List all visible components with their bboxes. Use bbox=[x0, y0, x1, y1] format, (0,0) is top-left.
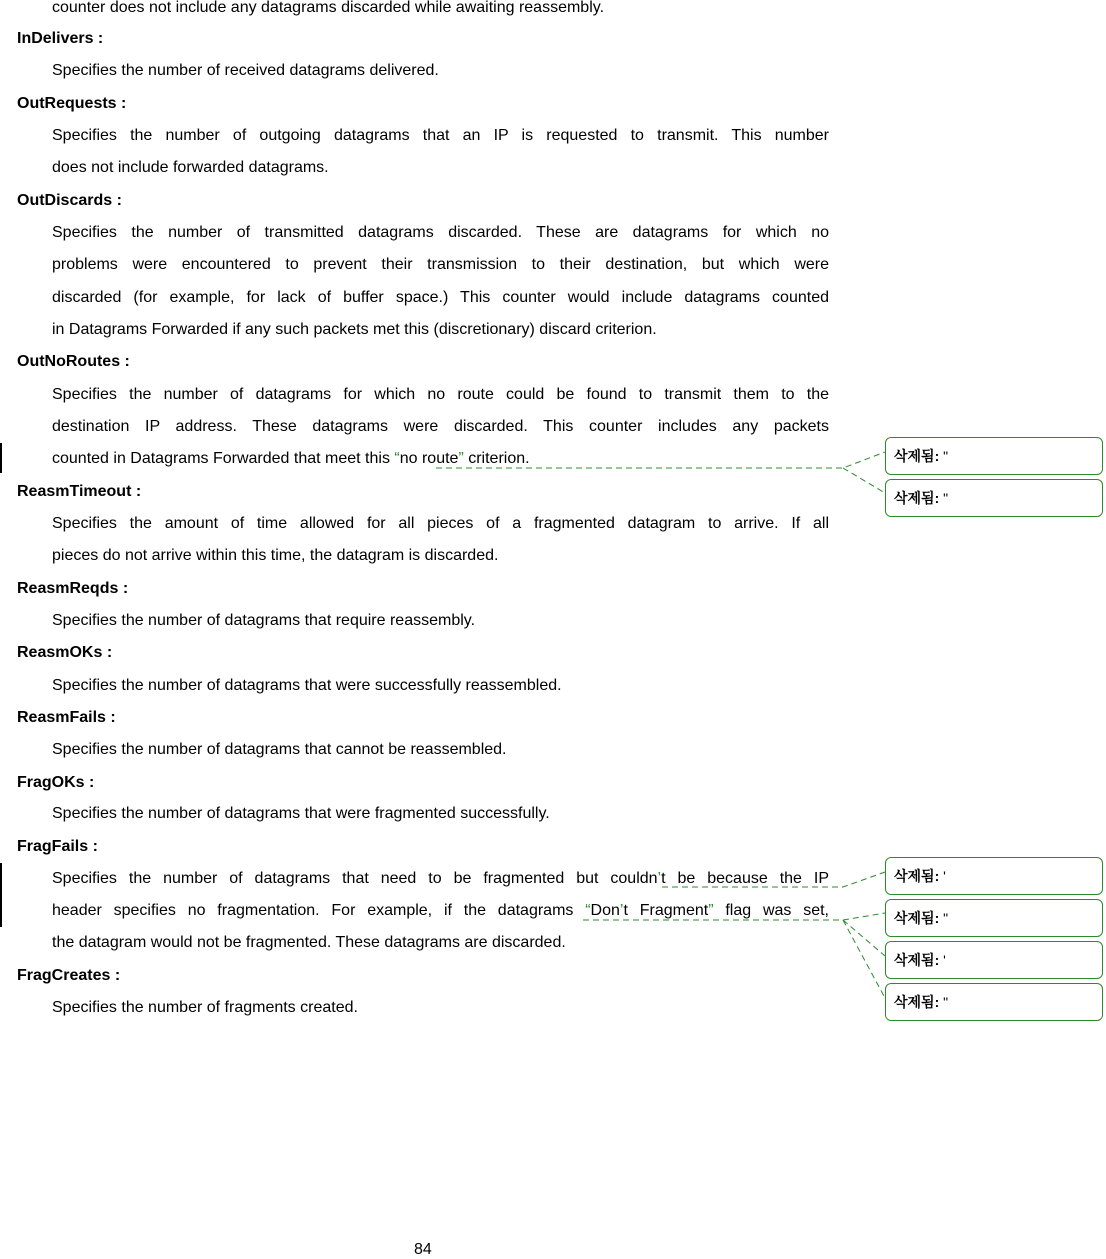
paragraph-line: Specifies the number of datagrams that require reassembly. bbox=[52, 612, 476, 629]
leader-line bbox=[843, 468, 885, 493]
deletion-balloon[interactable] bbox=[885, 941, 1103, 979]
term-reasmfails: ReasmFails : bbox=[17, 709, 116, 726]
balloon-value: " bbox=[939, 448, 949, 464]
paragraph-line: Specifies the number of fragments created. bbox=[52, 999, 358, 1016]
paragraph-line: counter does not include any datagrams discarded while awaiting reassembly. bbox=[52, 0, 605, 16]
paragraph-line: pieces do not arrive within this time, the datagram is discarded. bbox=[52, 547, 499, 564]
term-reasmreqds: ReasmReqds : bbox=[17, 580, 129, 597]
balloon-label: 삭제됨: bbox=[894, 910, 940, 926]
balloon-label: 삭제됨: bbox=[894, 448, 940, 464]
deletion-balloon[interactable] bbox=[885, 479, 1103, 517]
paragraph-line: Specifies the number of datagrams that were fragmented successfully. bbox=[52, 805, 550, 822]
balloon-label: 삭제됨: bbox=[894, 952, 940, 968]
paragraph-line: Specifies the number of received datagrams delivered. bbox=[52, 62, 439, 79]
term-outnoroutes: OutNoRoutes : bbox=[17, 353, 130, 370]
balloon-value: ' bbox=[939, 868, 946, 884]
balloon-value: " bbox=[939, 910, 949, 926]
text-run: t Fragment bbox=[623, 902, 709, 919]
tracked-insert-quote[interactable]: ’ bbox=[657, 870, 662, 887]
text-run: criterion. bbox=[463, 450, 530, 467]
paragraph-line: discarded (for example, for lack of buffer space.) This counter would include datagrams counted bbox=[52, 289, 829, 306]
balloon-label: 삭제됨: bbox=[894, 490, 940, 506]
text-run: Specifies the number of datagrams that need to be fragmented but couldn bbox=[52, 870, 658, 887]
text-run: counted in Datagrams Forwarded that meet this bbox=[52, 450, 395, 467]
deletion-balloon[interactable] bbox=[885, 983, 1103, 1021]
text-run: no route bbox=[399, 450, 459, 467]
balloon-value: " bbox=[939, 490, 949, 506]
paragraph-line: Specifies the number of datagrams for which no route could be found to transmit them to the bbox=[52, 386, 829, 403]
paragraph-line: Specifies the amount of time allowed for all pieces of a fragmented datagram to arrive. If all bbox=[52, 515, 829, 532]
paragraph-line bbox=[52, 869, 829, 889]
term-outrequests: OutRequests : bbox=[17, 95, 127, 112]
balloon-label: 삭제됨: bbox=[894, 868, 940, 884]
page-number: 84 bbox=[414, 1241, 432, 1258]
tracked-insert-quote[interactable]: ” bbox=[458, 450, 464, 467]
leader-line bbox=[843, 920, 885, 956]
paragraph-line: Specifies the number of datagrams that were successfully reassembled. bbox=[52, 677, 562, 694]
deletion-balloon[interactable] bbox=[885, 899, 1103, 937]
leader-line bbox=[843, 920, 885, 998]
text-run: header specifies no fragmentation. For example, if the datagrams bbox=[52, 902, 586, 919]
tracked-insert-quote[interactable]: “ bbox=[394, 450, 400, 467]
term-reasmoks: ReasmOKs : bbox=[17, 644, 113, 661]
paragraph-line: Specifies the number of outgoing datagrams that an IP is requested to transmit. This number bbox=[52, 127, 829, 144]
term-indelivers: InDelivers : bbox=[17, 30, 104, 47]
term-fragcreates: FragCreates : bbox=[17, 967, 121, 984]
balloon-value: ' bbox=[939, 952, 946, 968]
paragraph-line: the datagram would not be fragmented. These datagrams are discarded. bbox=[52, 934, 566, 951]
text-run: t be because the IP bbox=[661, 870, 830, 887]
paragraph-line: Specifies the number of datagrams that cannot be reassembled. bbox=[52, 741, 507, 758]
text-run: flag was set, bbox=[713, 902, 830, 919]
balloon-value: " bbox=[939, 994, 949, 1010]
paragraph-line: problems were encountered to prevent their transmission to their destination, but which were bbox=[52, 256, 829, 273]
change-bar bbox=[0, 863, 2, 927]
deletion-balloon[interactable] bbox=[885, 857, 1103, 895]
paragraph-line bbox=[52, 449, 829, 469]
change-bar bbox=[0, 443, 2, 473]
paragraph-line bbox=[52, 901, 829, 921]
balloon-label: 삭제됨: bbox=[894, 994, 940, 1010]
tracked-insert-quote[interactable]: ” bbox=[708, 902, 714, 919]
paragraph-line: Specifies the number of transmitted datagrams discarded. These are datagrams for which no bbox=[52, 224, 829, 241]
tracked-insert-quote[interactable]: “ bbox=[585, 902, 591, 919]
deletion-balloon[interactable] bbox=[885, 437, 1103, 475]
paragraph-line: does not include forwarded datagrams. bbox=[52, 159, 329, 176]
paragraph-line: in Datagrams Forwarded if any such packets met this (discretionary) discard criterion. bbox=[52, 321, 657, 338]
term-reasmtimeout: ReasmTimeout : bbox=[17, 483, 142, 500]
term-fragfails: FragFails : bbox=[17, 838, 98, 855]
term-outdiscards: OutDiscards : bbox=[17, 192, 122, 209]
tracked-insert-quote[interactable]: ’ bbox=[619, 902, 624, 919]
paragraph-line: destination IP address. These datagrams were discarded. This counter includes any packets bbox=[52, 418, 829, 435]
text-run: Don bbox=[590, 902, 620, 919]
term-fragoks: FragOKs : bbox=[17, 774, 95, 791]
